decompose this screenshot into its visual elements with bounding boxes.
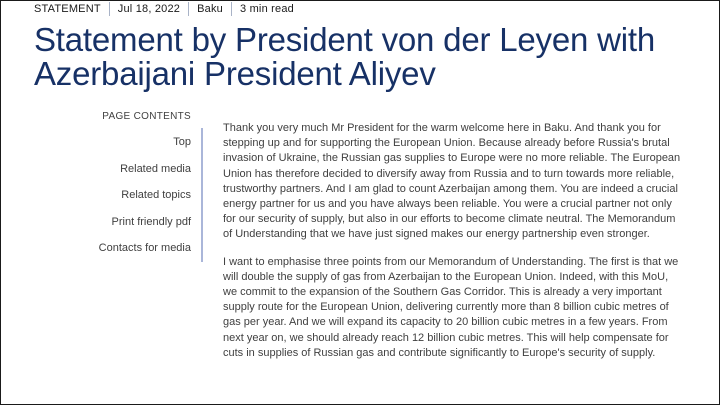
toc-heading: PAGE CONTENTS (102, 111, 191, 122)
meta-read-time: 3 min read (231, 2, 302, 16)
meta-type: STATEMENT (34, 3, 101, 15)
toc-link-related-topics[interactable]: Related topics (121, 189, 191, 201)
toc-link-print-friendly-pdf[interactable]: Print friendly pdf (111, 216, 191, 228)
paragraph-2: I want to emphasise three points from our Memorandum of Understanding. The first is that we will double the supply of gas from Azerbaijan to the European Union. Indeed, with this MoU, we commit to the expansion of the Southern Gas Corridor. This is already a very important supply route for the European Union, delivering currently more than 8 billion cubic metres of gas per year. And we will expand its capacity to 20 billion cubic metres in a few years. From next year on, we should already reach 12 billion cubic metres. This will help compensate for cuts in supplies of Russian gas and contribute significantly to Europe's security of supply. (223, 255, 679, 359)
article-meta (34, 1, 302, 17)
paragraph-1: Thank you very much Mr President for the warm welcome here in Baku. And thank you for stepping up and for supporting the European Union. Because already before Russia's brutal invasion of Ukraine, the Russian gas supplies to Europe were no more reliable. The European Union has therefore decided to diversify away from Russia and to turn towards more reliable, trustworthy partners. And I am glad to count Azerbaijan among them. You are indeed a crucial energy partner for us and you have always been reliable. You were a crucial partner not only for our security of supply, but also in our efforts to become climate neutral. The Memorandum of Understanding that we have just signed makes our energy partnership even stronger. (223, 122, 681, 241)
page-contents-nav (1, 128, 203, 262)
meta-date: Jul 18, 2022 (109, 2, 188, 16)
page-title: Statement by President von der Leyen with Azerbaijani President Aliyev (34, 21, 655, 92)
statement-body (223, 121, 685, 373)
toc-link-top[interactable]: Top (173, 136, 191, 148)
toc-link-contacts-for-media[interactable]: Contacts for media (98, 242, 191, 254)
meta-location: Baku (188, 2, 231, 16)
toc-link-related-media[interactable]: Related media (120, 163, 191, 175)
